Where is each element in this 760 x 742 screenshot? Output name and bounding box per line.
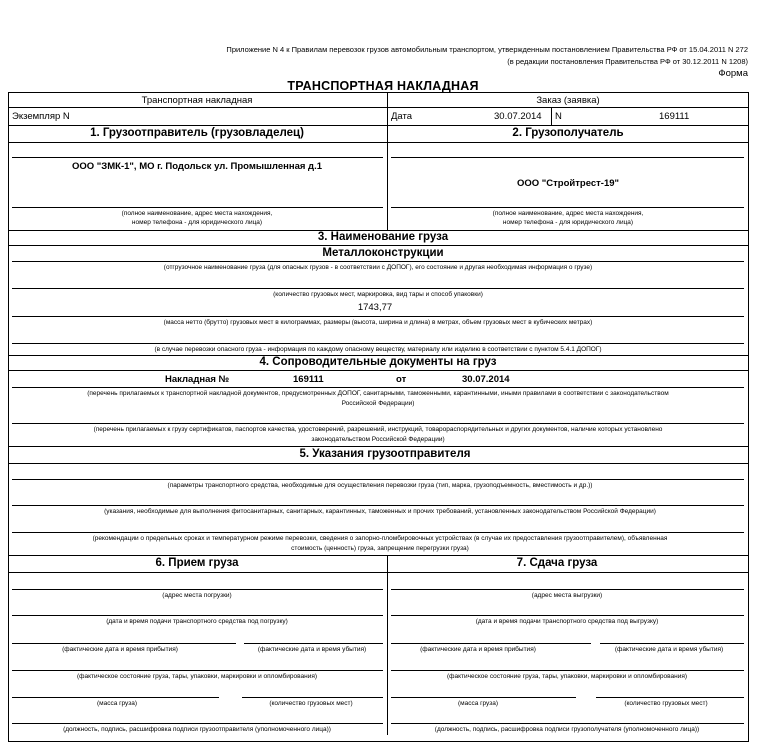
input-line [12,157,383,158]
shipper-value: ООО "ЗМК-1", МО г. Подольск ул. Промышленная д.1 [71,161,323,172]
loading-datetime-caption: (дата и время подачи транспортного средства под погрузку) [106,618,288,625]
input-line [12,697,219,698]
input-line [391,589,744,590]
input-line [391,697,576,698]
consignee-caption: номер телефона - для юридического лица) [502,219,634,226]
waybill-column-label: Транспортная накладная [141,95,253,106]
invoice-date: 30.07.2014 [462,374,510,385]
input-line [600,643,744,644]
divider [8,107,749,108]
order-column-label: Заказ (заявка) [536,95,600,106]
documents-section-title: 4. Сопроводительные документы на груз [259,356,497,368]
unloading-arrival-caption: (фактические дата и время прибытия) [420,646,536,653]
input-line [12,387,744,388]
input-line [596,697,744,698]
certificates-caption: законодательством Российской Федерации) [311,436,445,443]
divider [8,555,749,556]
input-line [12,589,383,590]
input-line [391,157,744,158]
divider [387,555,388,735]
copy-number-label: Экземпляр N [12,111,70,122]
invoice-from-label: от [396,374,407,385]
loading-count-caption: (количество грузовых мест) [269,700,353,707]
divider [8,142,749,143]
unloading-count-caption: (количество грузовых мест) [624,700,708,707]
shipper-caption: (полное наименование, адрес места нахождения, [121,210,273,217]
divider [8,463,749,464]
requirements-caption: (указания, необходимые для выполнения фитосанитарных, санитарных, карантинных, таможенных и прочих требований, установленных законодательством Российской Федерации) [104,508,656,515]
unloading-datetime-caption: (дата и время подачи транспортного средства под выгрузку) [475,618,659,625]
input-line [391,723,744,724]
loading-address-caption: (адрес места погрузки) [162,592,232,599]
shipper-instructions-title: 5. Указания грузоотправителя [299,448,471,460]
unloading-address-caption: (адрес места выгрузки) [531,592,603,599]
input-line [244,643,383,644]
shipper-section-title: 1. Грузоотправитель (грузовладелец) [90,127,304,139]
order-number-value: 169111 [659,111,690,122]
input-line [391,670,744,671]
loading-section-title: 6. Прием груза [155,557,239,569]
certificates-caption: (перечень прилагаемых к грузу сертификатов, паспортов качества, удостоверений, разрешений, инструкций, товарораспорядительных и других документов, наличие которых установлено [93,426,663,433]
divider [8,572,749,573]
input-line [12,479,744,480]
input-line [12,505,744,506]
documents-list-caption: (перечень прилагаемых к транспортной накладной документов, предусмотренных ДОПОГ, санитарными, таможенными, карантинными, иными правилами в соответствии с законодательством [87,390,669,397]
invoice-label: Накладная № [165,374,230,385]
date-label: Дата [391,111,413,122]
cargo-name-value: Металлоконструкции [322,247,444,259]
cargo-mass-caption: (масса нетто (брутто) грузовых мест в килограммах, размеры (высота, ширина и длина) в метрах, объем грузовых мест в кубических метрах) [163,319,593,326]
loading-state-caption: (фактическое состояние груза, тары, упаковки, маркировки и опломбирования) [76,673,318,680]
unloading-section-title: 7. Сдача груза [516,557,598,569]
order-date-value: 30.07.2014 [494,111,542,122]
dangerous-cargo-caption: (в случае перевозки опасного груза - информация по каждому опасному веществу, материалу или изделию в соответствии с пунктом 5.4.1 ДОПОГ) [154,346,602,353]
input-line [12,316,744,317]
cargo-name-caption: (отгрузочное наименование груза (для опасных грузов - в соответствии с ДОПОГ), его состояние и другая необходимая информация о грузе) [163,264,593,271]
loading-departure-caption: (фактические дата и время убытия) [257,646,367,653]
input-line [391,207,744,208]
input-line [12,643,236,644]
divider [8,125,749,126]
cargo-section-title: 3. Наименование груза [317,231,449,243]
loading-arrival-caption: (фактические дата и время прибытия) [62,646,178,653]
loading-signature-caption: (должность, подпись, расшифровка подписи грузоотправителя (уполномоченного лица)) [63,726,331,733]
unloading-signature-caption: (должность, подпись, расшифровка подписи грузополучателя (уполномоченного лица)) [434,726,700,733]
unloading-departure-caption: (фактические дата и время убытия) [614,646,724,653]
loading-mass-caption: (масса груза) [96,700,138,707]
input-line [12,423,744,424]
unloading-state-caption: (фактическое состояние груза, тары, упаковки, маркировки и опломбирования) [446,673,688,680]
divider [387,92,388,125]
divider [8,370,749,371]
vehicle-params-caption: (параметры транспортного средства, необходимые для осуществления перевозки груза (тип, марка, грузоподъемность, вместимость и др.)) [167,482,593,489]
input-line [12,723,383,724]
input-line [12,343,744,344]
divider [387,125,388,230]
divider [551,107,552,125]
consignee-value: ООО "Стройтрест-19" [516,178,620,189]
consignee-caption: (полное наименование, адрес места нахождения, [492,210,644,217]
input-line [12,288,744,289]
recommendations-caption: (рекомендации о предельных сроках и температурном режиме перевозки, сведения о запорно-пломбировочных устройствах (в случае их предоставления грузоотправителем), объявленная [92,535,668,542]
invoice-number: 169111 [293,374,324,385]
divider [8,446,749,447]
form-label: Форма [718,68,748,79]
divider [8,245,749,246]
cargo-places-caption: (количество грузовых мест, маркировка, вид тары и способ упаковки) [273,291,483,298]
revision-reference-line: (в редакции постановления Правительства РФ от 30.12.2011 N 1208) [507,57,748,66]
input-line [12,207,383,208]
recommendations-caption: стоимость (ценность) груза, запрещение перегрузки груза) [291,545,469,552]
input-line [391,643,591,644]
document-title: ТРАНСПОРТНАЯ НАКЛАДНАЯ [287,79,479,93]
input-line [391,615,744,616]
consignee-section-title: 2. Грузополучатель [512,127,624,139]
unloading-mass-caption: (масса груза) [457,700,499,707]
input-line [12,532,744,533]
input-line [12,261,744,262]
input-line [242,697,383,698]
legal-reference-line: Приложение N 4 к Правилам перевозок грузов автомобильным транспортом, утвержденным постановлением Правительства РФ от 15.04.2011 N 272 [226,45,748,54]
shipper-caption: номер телефона - для юридического лица) [131,219,263,226]
input-line [12,615,383,616]
cargo-mass-value: 1743,77 [357,302,393,313]
documents-list-caption: Российской Федерации) [341,400,415,407]
number-label: N [555,111,562,122]
input-line [12,670,383,671]
